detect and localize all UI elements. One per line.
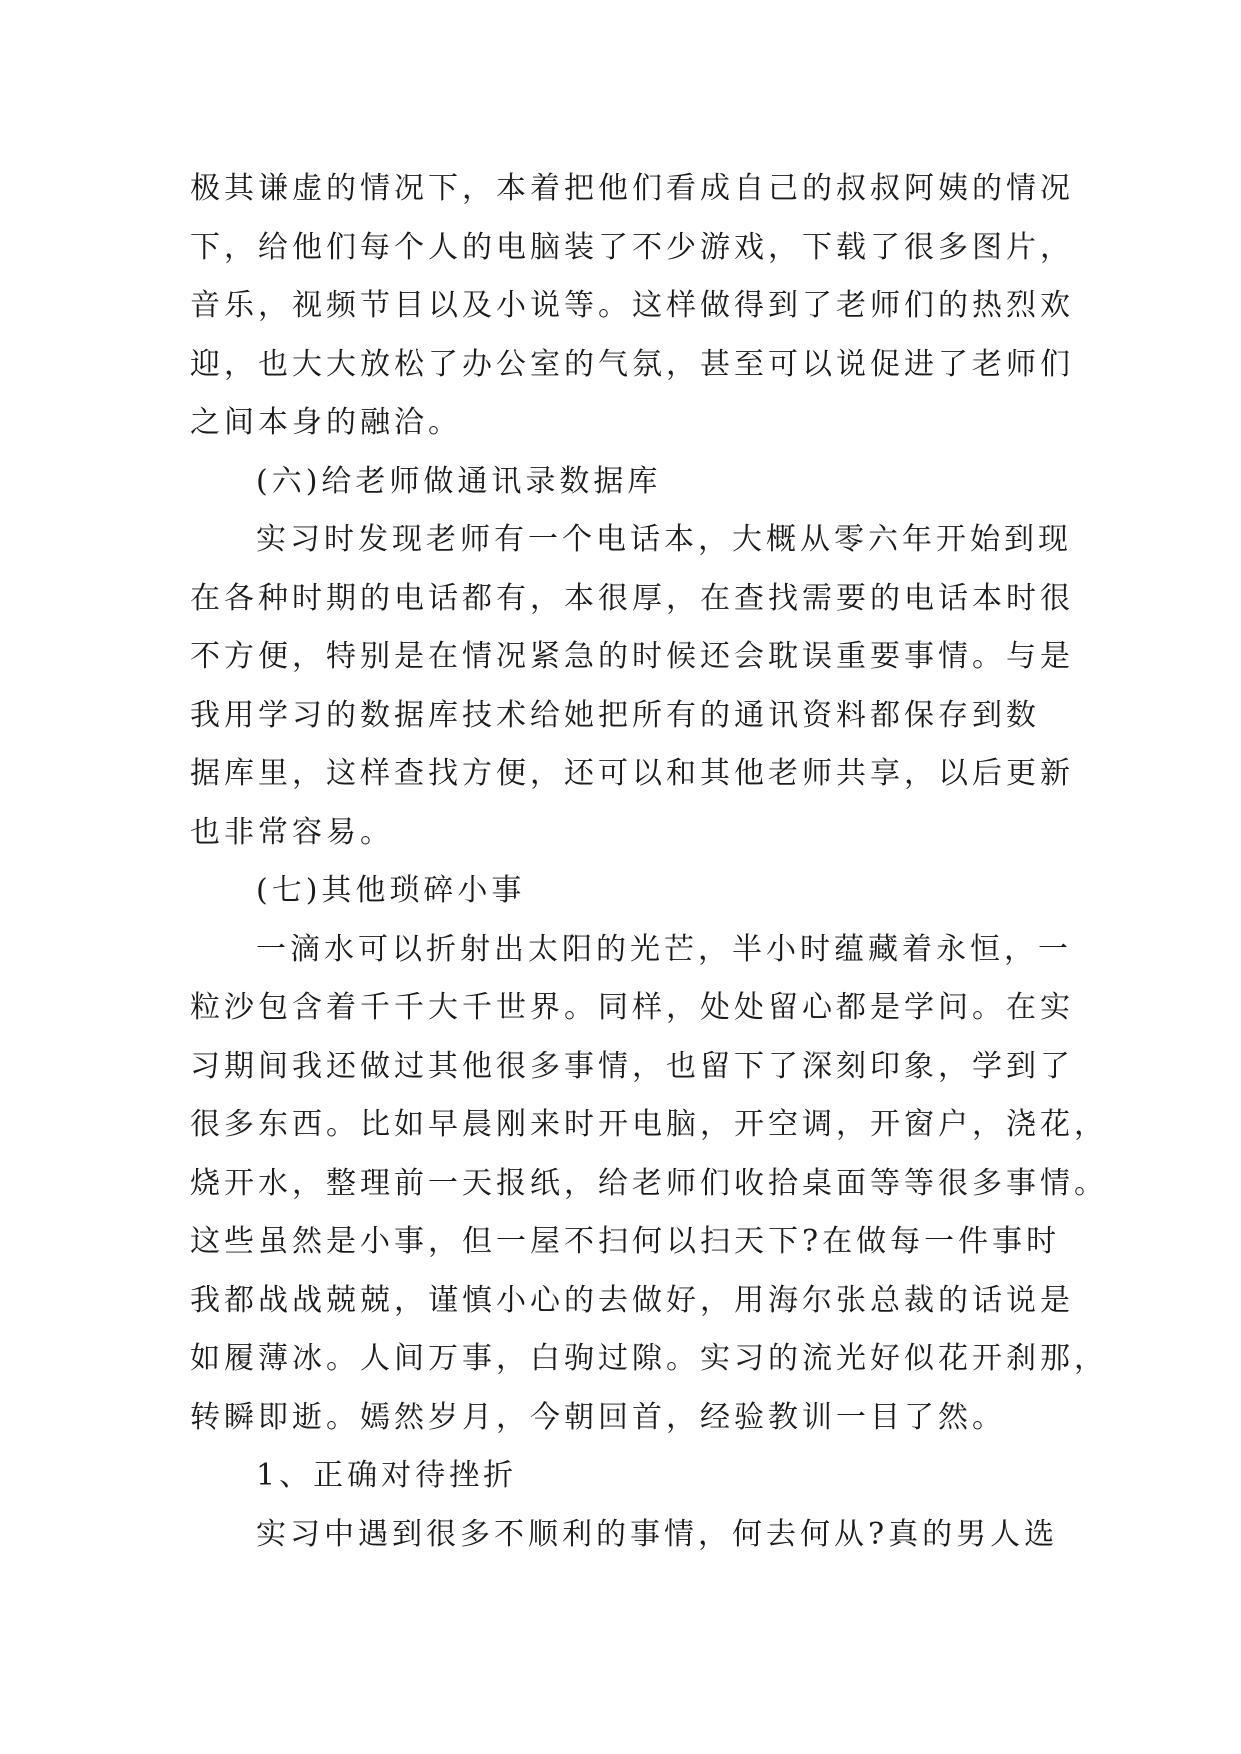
text-line: 据库里，这样查找方便，还可以和其他老师共享，以后更新 <box>190 756 1074 791</box>
section-heading: (七)其他琐碎小事 <box>256 873 526 908</box>
text-line: 粒沙包含着千千大千世界。同样，处处留心都是学问。在实 <box>190 990 1074 1025</box>
text-line: 也非常容易。 <box>190 814 394 850</box>
text-line: 不方便，特别是在情况紧急的时候还会耽误重要事情。与是 <box>190 639 1074 674</box>
text-line: 烧开水，整理前一天报纸，给老师们收拾桌面等等很多事情。 <box>190 1165 1108 1201</box>
subsection-heading: 1、正确对待挫折 <box>256 1458 518 1493</box>
paragraph-start: 实习中遇到很多不顺利的事情，何去何从?真的男人选 <box>256 1516 1059 1552</box>
text-line: 迎，也大大放松了办公室的气氛，甚至可以说促进了老师们 <box>190 346 1074 382</box>
text-line: 下，给他们每个人的电脑装了不少游戏，下载了很多图片， <box>190 229 1074 265</box>
text-line: 音乐，视频节目以及小说等。这样做得到了老师们的热烈欢 <box>190 288 1074 323</box>
paragraph-start: 实习时发现老师有一个电话本，大概从零六年开始到现 <box>256 522 1072 557</box>
text-line: 转瞬即逝。嫣然岁月，今朝回首，经验教训一目了然。 <box>190 1399 1006 1435</box>
section-heading: (六)给老师做通讯录数据库 <box>256 463 662 499</box>
text-line: 我都战战兢兢，谨慎小心的去做好，用海尔张总裁的话说是 <box>190 1282 1074 1318</box>
text-line: 在各种时期的电话都有，本很厚，在查找需要的电话本时很 <box>190 580 1074 616</box>
paragraph-start: 一滴水可以折射出太阳的光芒，半小时蕴藏着永恒，一 <box>256 931 1072 967</box>
text-line: 这些虽然是小事，但一屋不扫何以扫天下?在做每一件事时 <box>190 1224 1061 1259</box>
document-body <box>190 160 1108 1564</box>
text-line: 习期间我还做过其他很多事情，也留下了深刻印象，学到了 <box>190 1048 1074 1084</box>
text-line: 极其谦虚的情况下，本着把他们看成自己的叔叔阿姨的情况 <box>190 171 1074 206</box>
text-line: 之间本身的融洽。 <box>190 405 462 440</box>
text-line: 如履薄冰。人间万事，白驹过隙。实习的流光好似花开刹那， <box>190 1341 1108 1376</box>
text-line: 很多东西。比如早晨刚来时开电脑，开空调，开窗户，浇花， <box>190 1107 1108 1142</box>
text-line: 我用学习的数据库技术给她把所有的通讯资料都保存到数 <box>190 697 1040 733</box>
